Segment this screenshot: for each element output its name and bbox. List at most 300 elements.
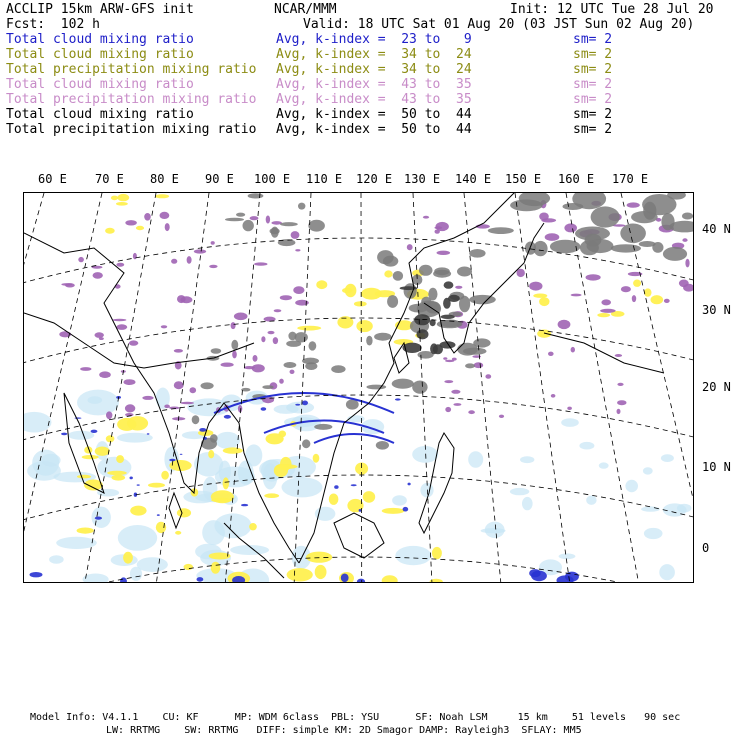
low-cloud	[61, 433, 67, 436]
map-panel	[23, 192, 694, 583]
legend-sm: sm= 2	[573, 32, 613, 47]
legend-row	[6, 62, 734, 77]
latitude-label: 20 N	[702, 380, 731, 394]
high-cloud	[314, 424, 332, 430]
mid-level-cloud	[177, 508, 191, 517]
mid-level-cloud	[82, 455, 99, 459]
upper-cloud	[407, 244, 413, 250]
high-cloud	[346, 399, 359, 409]
high-cloud	[309, 341, 317, 350]
longitude-label: 80 E	[150, 172, 179, 186]
high-cloud	[243, 220, 254, 231]
legend-label: Total precipitation mixing ratio	[6, 62, 257, 77]
upper-cloud	[61, 283, 72, 286]
upper-cloud	[238, 405, 242, 412]
upper-cloud	[254, 262, 267, 265]
upper-cloud	[113, 319, 127, 321]
low-cloud	[224, 415, 231, 419]
low-cloud	[408, 483, 411, 486]
upper-cloud	[615, 354, 622, 357]
high-cloud	[392, 379, 414, 389]
high-cloud	[457, 267, 472, 277]
low-cloud	[197, 577, 204, 582]
light-cloud-area	[24, 412, 52, 433]
low-cloud	[199, 428, 206, 432]
legend-avg: Avg, k-index = 50 to 44	[276, 107, 472, 122]
low-cloud	[351, 484, 357, 486]
upper-cloud	[558, 320, 571, 329]
high-cloud	[663, 247, 687, 261]
mid-level-cloud	[105, 228, 115, 234]
upper-cloud	[445, 407, 451, 412]
upper-cloud	[617, 409, 621, 414]
high-cloud	[270, 228, 280, 234]
high-cloud	[201, 382, 214, 389]
upper-cloud	[291, 231, 300, 239]
low-cloud	[147, 433, 150, 434]
cloud-fields	[24, 193, 693, 582]
light-cloud-area	[274, 405, 299, 414]
light-cloud-area	[659, 564, 675, 580]
upper-cloud	[279, 379, 284, 384]
upper-cloud	[682, 238, 687, 242]
upper-cloud	[664, 299, 670, 303]
high-cloud	[443, 298, 451, 309]
upper-cloud	[451, 390, 460, 394]
longitude-line	[24, 193, 44, 582]
upper-cloud	[165, 223, 170, 231]
latitude-label: 40 N	[702, 222, 731, 236]
upper-cloud	[174, 381, 184, 389]
upper-cloud	[253, 355, 258, 362]
low-cloud	[241, 504, 248, 506]
mid-level-cloud	[651, 295, 664, 304]
high-cloud	[248, 193, 264, 198]
upper-cloud	[627, 202, 640, 207]
mid-level-cloud	[363, 491, 375, 503]
upper-cloud	[295, 249, 300, 251]
title-left: ACCLIP 15km ARW-GFS init	[6, 2, 194, 17]
legend-avg: Avg, k-index = 23 to 9	[276, 32, 472, 47]
longitude-label: 60 E	[38, 172, 67, 186]
legend-avg: Avg, k-index = 34 to 24	[276, 47, 472, 62]
upper-cloud	[551, 394, 556, 398]
light-cloud-area	[625, 480, 638, 492]
upper-cloud	[453, 403, 461, 406]
upper-cloud	[124, 379, 136, 385]
mid-level-cloud	[297, 326, 321, 331]
mid-level-cloud	[175, 531, 181, 535]
mid-level-cloud	[276, 464, 297, 469]
upper-cloud	[632, 295, 636, 302]
light-cloud-area	[214, 513, 251, 538]
mid-level-cloud	[266, 433, 284, 444]
mid-level-cloud	[315, 565, 327, 579]
valid-time: Valid: 18 UTC Sat 01 Aug 20 (03 JST Sun 02 Aug 20)	[303, 17, 695, 32]
legend-sm: sm= 2	[573, 107, 613, 122]
light-cloud-area	[32, 450, 59, 476]
mid-level-cloud	[112, 475, 126, 481]
upper-cloud	[116, 324, 127, 330]
high-cloud	[580, 240, 599, 255]
high-cloud	[652, 242, 663, 253]
upper-cloud	[499, 415, 504, 418]
upper-cloud	[455, 286, 462, 289]
legend-label: Total cloud mixing ratio	[6, 32, 194, 47]
high-cloud	[374, 333, 391, 341]
upper-cloud	[621, 286, 631, 292]
high-cloud	[682, 213, 693, 220]
light-cloud-area	[559, 553, 576, 559]
upper-cloud	[545, 233, 560, 241]
high-cloud	[473, 338, 490, 347]
high-cloud	[643, 202, 656, 220]
mid-level-cloud	[249, 523, 257, 530]
upper-cloud	[517, 269, 525, 277]
low-cloud	[75, 417, 82, 418]
high-cloud	[620, 224, 646, 244]
high-cloud	[236, 213, 245, 217]
legend-avg: Avg, k-index = 43 to 35	[276, 92, 472, 107]
upper-cloud	[99, 337, 104, 340]
upper-cloud	[133, 253, 137, 259]
longitude-label: 130 E	[404, 172, 441, 186]
high-cloud	[488, 227, 514, 234]
high-cloud	[331, 365, 345, 373]
mid-level-cloud	[77, 475, 91, 479]
mid-level-cloud	[539, 297, 549, 306]
upper-cloud	[106, 411, 112, 419]
upper-cloud	[221, 363, 234, 367]
high-cloud	[366, 336, 372, 346]
upper-cloud	[600, 309, 616, 313]
high-cloud	[441, 315, 455, 319]
upper-cloud	[685, 259, 689, 268]
low-cloud	[359, 509, 362, 512]
upper-cloud	[144, 213, 151, 221]
upper-cloud	[250, 216, 259, 220]
mid-level-cloud	[106, 435, 115, 442]
upper-cloud	[529, 282, 542, 291]
light-cloud-area	[68, 431, 94, 440]
legend-row	[6, 92, 734, 107]
light-cloud-area	[56, 537, 97, 549]
high-cloud	[387, 295, 398, 308]
mid-level-cloud	[123, 552, 133, 564]
longitude-label: 120 E	[356, 172, 393, 186]
mid-level-cloud	[136, 226, 144, 230]
light-cloud-area	[215, 432, 240, 449]
longitude-label: 150 E	[505, 172, 542, 186]
coastline	[544, 333, 664, 373]
high-cloud	[417, 329, 429, 339]
mid-level-cloud	[313, 454, 320, 463]
light-cloud-area	[599, 462, 609, 468]
light-cloud-area	[510, 488, 529, 495]
low-cloud	[137, 484, 140, 485]
high-cloud	[298, 203, 305, 210]
mid-level-cloud	[384, 270, 392, 277]
high-cloud	[376, 441, 389, 450]
legend-row	[6, 32, 734, 47]
legend-row	[6, 47, 734, 62]
mid-level-cloud	[148, 483, 165, 488]
legend-label: Total cloud mixing ratio	[6, 77, 194, 92]
high-cloud	[414, 314, 430, 325]
longitude-label: 100 E	[254, 172, 291, 186]
high-cloud	[469, 295, 496, 304]
upper-cloud	[190, 387, 197, 393]
mid-level-cloud	[223, 477, 229, 489]
upper-cloud	[445, 360, 454, 362]
high-cloud	[469, 249, 485, 258]
legend-row	[6, 77, 734, 92]
upper-cloud	[261, 336, 265, 342]
init-time: Init: 12 UTC Tue 28 Jul 20	[510, 2, 714, 17]
light-cloud-area	[643, 467, 653, 474]
high-cloud	[280, 222, 298, 226]
light-cloud-area	[661, 454, 674, 462]
mid-level-cloud	[211, 498, 231, 503]
upper-cloud	[95, 332, 104, 338]
mid-level-cloud	[316, 280, 327, 289]
upper-cloud	[232, 351, 237, 359]
longitude-label: 110 E	[306, 172, 343, 186]
high-cloud	[393, 271, 403, 281]
coastline	[24, 313, 254, 368]
upper-cloud	[180, 402, 194, 404]
low-cloud	[130, 477, 133, 480]
mid-level-cloud	[264, 493, 279, 498]
latitude-label: 30 N	[702, 303, 731, 317]
high-cloud	[383, 256, 398, 267]
light-cloud-area	[644, 528, 663, 539]
legend-row	[6, 122, 734, 137]
latitude-label: 10 N	[702, 460, 731, 474]
high-cloud	[302, 358, 319, 365]
mid-level-cloud	[208, 450, 214, 458]
mid-level-cloud	[432, 547, 442, 559]
mid-level-cloud	[287, 568, 313, 581]
low-cloud	[341, 574, 349, 583]
light-cloud-area	[49, 555, 64, 564]
low-cloud	[95, 517, 102, 520]
light-cloud-area	[522, 497, 533, 510]
upper-cloud	[142, 396, 153, 400]
high-cloud	[295, 332, 308, 342]
upper-cloud	[161, 325, 167, 328]
upper-cloud	[280, 295, 292, 300]
legend-avg: Avg, k-index = 43 to 35	[276, 77, 472, 92]
upper-cloud	[252, 364, 265, 372]
high-cloud	[661, 213, 674, 230]
high-cloud	[262, 385, 273, 389]
high-cloud	[412, 381, 427, 394]
light-cloud-area	[641, 506, 660, 511]
mid-level-cloud	[633, 280, 641, 287]
low-cloud	[157, 514, 160, 516]
legend-sm: sm= 2	[573, 62, 613, 77]
legend-row	[6, 107, 734, 122]
legend-sm: sm= 2	[573, 47, 613, 62]
light-cloud-area	[586, 496, 596, 505]
high-cloud	[284, 362, 297, 368]
longitude-line	[24, 193, 102, 582]
high-cloud	[366, 385, 386, 390]
high-cloud	[440, 341, 456, 348]
legend-label: Total precipitation mixing ratio	[6, 122, 257, 137]
mid-level-cloud	[107, 471, 127, 475]
upper-cloud	[485, 374, 491, 379]
upper-cloud	[174, 349, 183, 353]
light-cloud-area	[485, 522, 505, 538]
upper-cloud	[474, 362, 484, 368]
mid-level-cloud	[95, 447, 110, 456]
upper-cloud	[548, 352, 554, 356]
upper-cloud	[468, 410, 475, 414]
high-cloud	[463, 348, 487, 355]
mid-level-cloud	[161, 471, 169, 480]
upper-cloud	[171, 259, 177, 264]
low-cloud	[302, 401, 308, 406]
upper-cloud	[290, 370, 295, 374]
low-cloud	[169, 459, 175, 462]
high-cloud	[533, 241, 547, 256]
mid-level-cloud	[342, 288, 352, 293]
upper-cloud	[571, 347, 575, 353]
upper-cloud	[194, 249, 206, 253]
low-cloud	[529, 569, 541, 577]
mid-level-cloud	[223, 447, 243, 453]
upper-cloud	[586, 274, 601, 280]
longitude-line	[157, 193, 210, 582]
legend-label: Total cloud mixing ratio	[6, 47, 194, 62]
legend-avg: Avg, k-index = 34 to 24	[276, 62, 472, 77]
upper-cloud	[160, 212, 170, 219]
mid-level-cloud	[382, 508, 405, 514]
light-cloud-area	[118, 525, 157, 551]
mid-level-cloud	[597, 313, 610, 317]
mid-level-cloud	[155, 194, 169, 198]
upper-cloud	[129, 340, 138, 345]
high-cloud	[225, 218, 244, 222]
mid-level-cloud	[537, 330, 551, 338]
longitude-label: 160 E	[558, 172, 595, 186]
longitude-line	[361, 193, 362, 582]
legend-avg: Avg, k-index = 50 to 44	[276, 122, 472, 137]
mid-level-cloud	[356, 320, 372, 332]
upper-cloud	[444, 380, 453, 383]
mid-level-cloud	[184, 564, 193, 570]
mid-level-cloud	[111, 196, 118, 201]
mid-level-cloud	[130, 506, 146, 516]
legend-sm: sm= 2	[573, 77, 613, 92]
upper-cloud	[423, 216, 429, 219]
low-cloud	[91, 430, 98, 433]
light-cloud-area	[137, 557, 168, 572]
longitude-label: 170 E	[612, 172, 649, 186]
high-cloud	[211, 348, 222, 354]
upper-cloud	[571, 294, 582, 297]
low-cloud	[403, 507, 409, 512]
upper-cloud	[93, 272, 103, 279]
light-cloud-area	[215, 466, 255, 487]
legend-sm: sm= 2	[573, 122, 613, 137]
high-cloud	[459, 296, 470, 313]
high-cloud	[308, 220, 325, 232]
high-cloud	[192, 415, 200, 424]
upper-cloud	[177, 295, 186, 303]
upper-cloud	[78, 257, 84, 262]
mid-level-cloud	[77, 528, 94, 534]
mid-level-cloud	[354, 301, 367, 306]
upper-cloud	[116, 263, 124, 267]
high-cloud	[231, 340, 238, 350]
high-cloud	[591, 206, 620, 227]
footer-physics-info: LW: RRTMG SW: RRTMG DIFF: simple KM: 2D Smagor DAMP: Rayleigh3 SFLAY: MM5	[106, 725, 582, 736]
upper-cloud	[164, 405, 170, 409]
mid-level-cloud	[211, 562, 221, 574]
light-cloud-area	[677, 504, 692, 513]
legend-label: Total precipitation mixing ratio	[6, 92, 257, 107]
upper-cloud	[564, 223, 577, 232]
footer-model-info: Model Info: V4.1.1 CU: KF MP: WDM 6class PBL: YSU SF: Noah LSM 15 km 51 levels 90 sec	[30, 712, 681, 723]
mid-level-cloud	[382, 575, 398, 582]
low-cloud	[334, 485, 338, 489]
longitude-line	[85, 193, 156, 582]
high-cloud	[465, 363, 475, 368]
upper-cloud	[295, 300, 309, 306]
upper-cloud	[293, 286, 304, 294]
mid-level-cloud	[117, 418, 136, 431]
upper-cloud	[617, 383, 623, 386]
upper-cloud	[231, 322, 236, 329]
low-cloud	[261, 407, 267, 410]
upper-cloud	[443, 357, 447, 360]
light-cloud-area	[468, 451, 483, 468]
upper-cloud	[266, 216, 270, 224]
low-cloud	[395, 398, 401, 400]
title-center: NCAR/MMM	[274, 2, 337, 17]
upper-cloud	[211, 241, 215, 245]
upper-cloud	[125, 404, 135, 412]
upper-cloud	[99, 371, 111, 378]
mid-level-cloud	[117, 194, 129, 201]
upper-cloud	[209, 265, 217, 268]
longitude-label: 70 E	[95, 172, 124, 186]
high-cloud	[419, 265, 433, 276]
upper-cloud	[273, 337, 278, 344]
upper-cloud	[617, 400, 626, 405]
upper-cloud	[567, 407, 572, 410]
high-cloud	[444, 281, 454, 288]
light-cloud-area	[395, 546, 431, 565]
mid-level-cloud	[329, 494, 339, 505]
upper-cloud	[435, 229, 440, 233]
mid-level-cloud	[209, 553, 231, 560]
mid-level-cloud	[116, 455, 124, 463]
coastline	[334, 513, 384, 558]
upper-cloud	[274, 309, 282, 312]
upper-cloud	[80, 367, 91, 371]
longitude-label: 140 E	[455, 172, 492, 186]
high-cloud	[434, 267, 450, 275]
legend-label: Total cloud mixing ratio	[6, 107, 194, 122]
latitude-label: 0	[702, 541, 710, 555]
longitude-label: 90 E	[205, 172, 234, 186]
upper-cloud	[125, 220, 137, 225]
light-cloud-area	[561, 418, 579, 427]
